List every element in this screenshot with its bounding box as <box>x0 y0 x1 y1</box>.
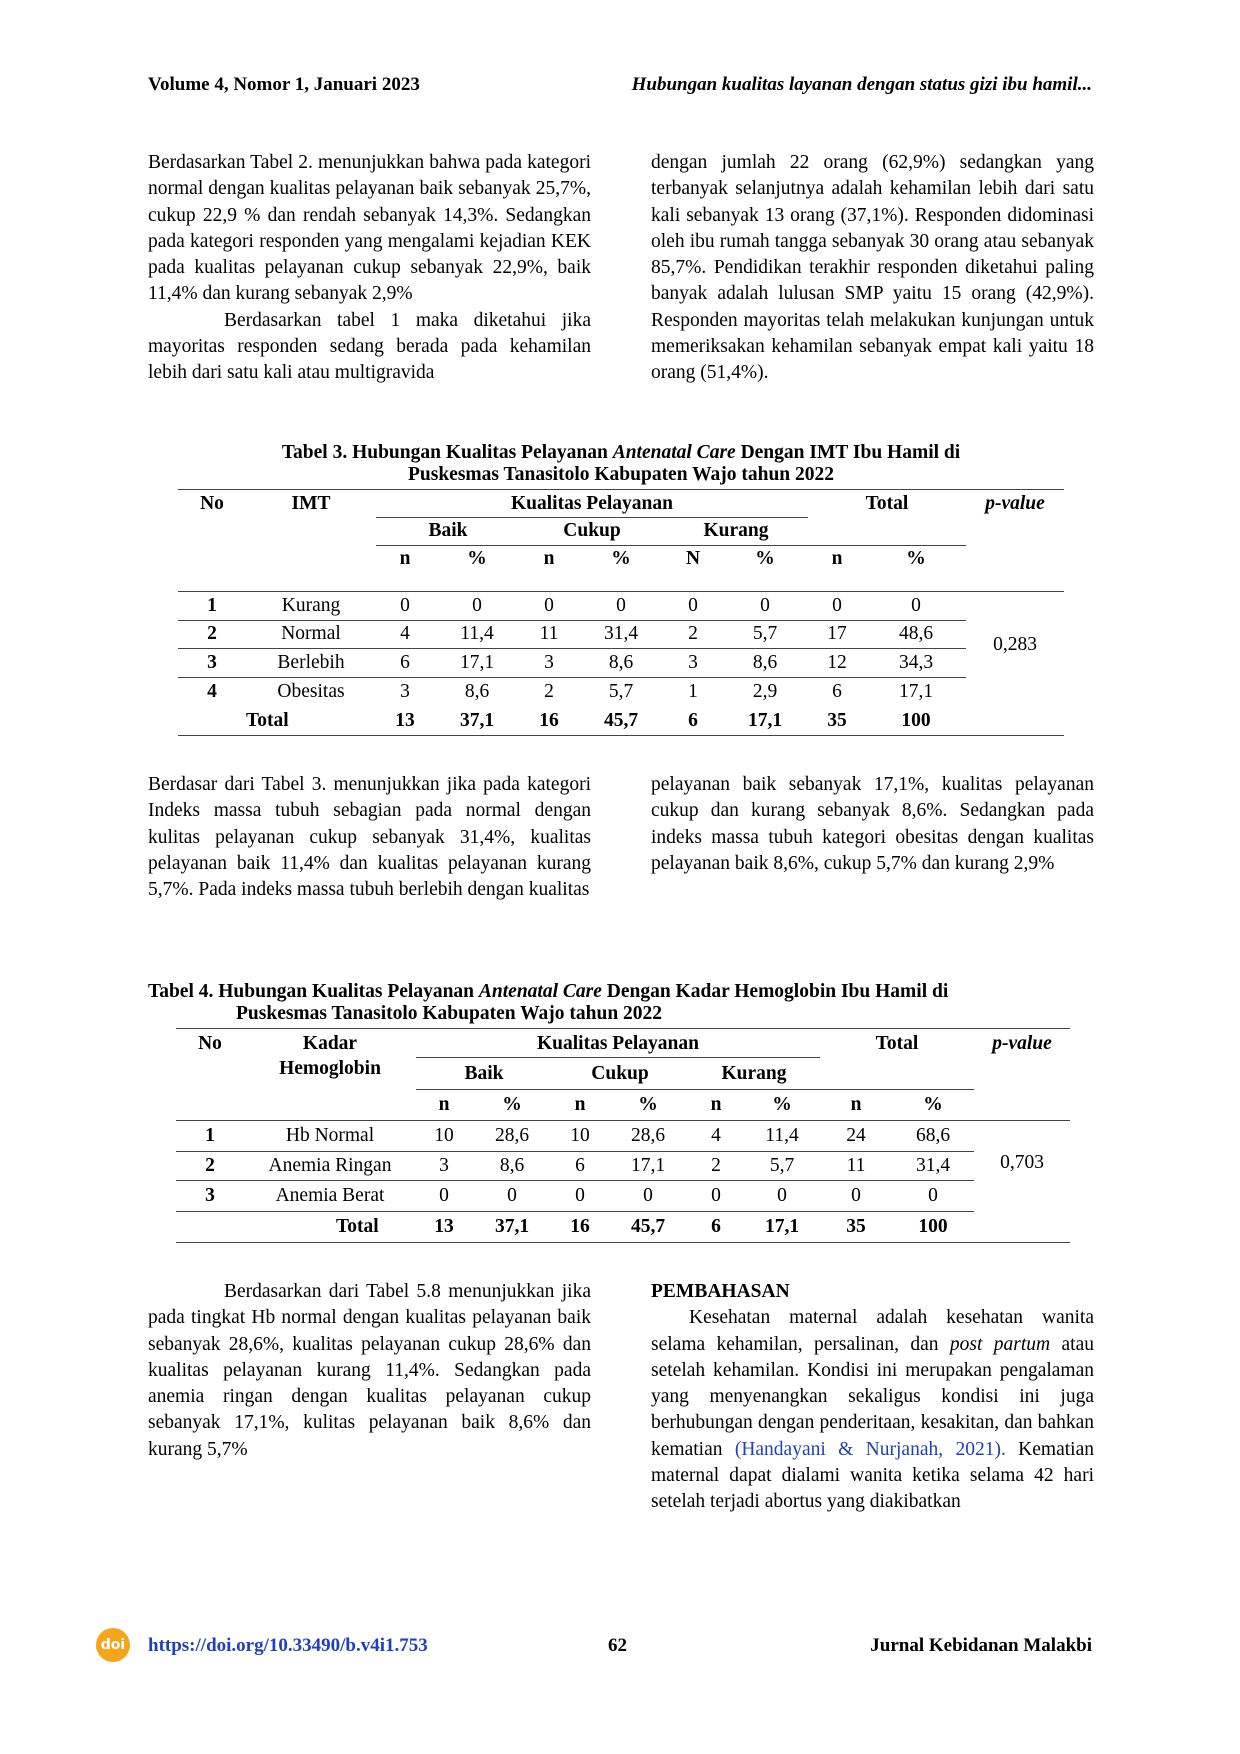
doi-icon: doi <box>96 1628 130 1662</box>
table3-sub: % <box>755 548 775 569</box>
table4-header-no: No <box>198 1032 222 1054</box>
doi-link[interactable]: https://doi.org/10.33490/b.v4i1.753 <box>148 1635 428 1656</box>
table4-sub: % <box>638 1093 658 1115</box>
table3-sub: % <box>906 548 926 569</box>
table3-sub: N <box>685 548 701 569</box>
table4 <box>176 1029 1070 1242</box>
table-row: 3 Berlebih 6 17,1 3 8,6 3 8,6 12 34,3 <box>207 651 934 673</box>
table4-sub: n <box>850 1093 862 1115</box>
table3-caption: Tabel 3. Hubungan Kualitas Pelayanan Antenatal Care Dengan IMT Ibu Hamil di Puskesmas Tanasitolo Kabupaten Wajo tahun 2022 <box>281 442 961 485</box>
table3-header-kurang: Kurang <box>703 520 769 541</box>
table-total-row: Total 13 37,1 16 45,7 6 17,1 35 100 <box>246 709 931 731</box>
table3-header-total: Total <box>865 492 909 514</box>
table3-pvalue: 0,283 <box>993 633 1037 655</box>
table-row: 1 Kurang 0 0 0 0 0 0 0 0 0,283 <box>178 591 1064 620</box>
table3-header-pvalue: p-value <box>985 492 1045 514</box>
table4-sub: n <box>438 1093 450 1115</box>
table3-sub: n <box>543 548 555 569</box>
intro-left-column <box>148 150 591 387</box>
table4-header-kadar: Kadar <box>302 1032 358 1054</box>
running-header-volume: Volume 4, Nomor 1, Januari 2023 <box>148 74 420 95</box>
table3-header-imt: IMT <box>291 492 331 514</box>
table-row: 2 Anemia Ringan 3 8,6 6 17,1 2 5,7 11 31,4 <box>205 1154 951 1176</box>
table-row: 1 Hb Normal 10 28,6 10 28,6 4 11,4 24 68,6 0,703 <box>176 1120 1070 1151</box>
intro-paragraph-1: Berdasarkan Tabel 2. menunjukkan bahwa pada kategori normal dengan kualitas pelayanan baik sebanyak 25,7%, cukup 22,9 % dan rendah sebanyak 14,3%. Sedangkan pada kategori responden yang mengalami kejadian KEK pada kualitas pelayanan cukup sebanyak 22,9%, baik 11,4% dan kurang sebanyak 2,9% <box>148 152 591 305</box>
table4-sub: % <box>502 1093 522 1115</box>
intro-right-paragraph: dengan jumlah 22 orang (62,9%) sedangkan yang terbanyak selanjutnya adalah kehamilan lebih dari satu kali sebanyak 13 orang (37,1%). Responden didominasi oleh ibu rumah tangga sebanyak 30 orang atau sebanyak 85,7%. Pendidikan terakhir responden diketahui paling banyak adalah lulusan SMP yaitu 15 orang (42,9%). Responden mayoritas telah melakukan kunjungan untuk memeriksakan kehamilan sebanyak empat kali yaitu 18 orang (51,4%). <box>651 152 1094 384</box>
journal-name: Jurnal Kebidanan Malakbi <box>870 1635 1092 1656</box>
section-heading: PEMBAHASAN <box>651 1281 790 1302</box>
table4-sub: % <box>923 1093 943 1115</box>
pembahasan-section <box>651 1279 1094 1516</box>
table4-header-kurang: Kurang <box>721 1062 787 1084</box>
table4-sub: n <box>710 1093 722 1115</box>
table4-header-baik: Baik <box>464 1062 504 1084</box>
table4-sub: % <box>772 1093 792 1115</box>
table4-header-cukup: Cukup <box>591 1062 649 1084</box>
table3-sub: n <box>831 548 843 569</box>
table3-rule-bottom <box>178 735 1064 736</box>
table3-sub: % <box>467 548 487 569</box>
table4-sub: n <box>574 1093 586 1115</box>
table4-pvalue: 0,703 <box>1000 1151 1044 1173</box>
table-row: 2 Normal 4 11,4 11 31,4 2 5,7 17 48,6 <box>207 623 934 644</box>
table3-sub: n <box>399 548 411 569</box>
table3-discussion-right: pelayanan baik sebanyak 17,1%, kualitas pelayanan cukup dan kurang sebanyak 8,6%. Sedangkan pada indeks massa tubuh kategori obesitas dengan kualitas pelayanan baik 8,6%, cukup 5,7% dan kurang 2,9% <box>651 774 1094 874</box>
table-row: 3 Anemia Berat 0 0 0 0 0 0 0 0 <box>205 1184 938 1206</box>
table4-caption: Tabel 4. Hubungan Kualitas Pelayanan Antenatal Care Dengan Kadar Hemoglobin Ibu Hamil di Puskesmas Tanasitolo Kabupaten Wajo tahun 2022 <box>148 981 949 1024</box>
running-header-title: Hubungan kualitas layanan dengan status gizi ibu hamil... <box>631 74 1092 95</box>
table4-discussion: Berdasarkan dari Tabel 5.8 menunjukkan jika pada tingkat Hb normal dengan kualitas pelayanan baik sebanyak 28,6%, kualitas pelayanan cukup 28,6% dan kualitas pelayanan kurang 11,4%. Sedangkan pada anemia ringan dengan kualitas pelayanan cukup sebanyak 17,1%, kulitas pelayanan baik 8,6% dan kurang 5,7% <box>148 1281 591 1460</box>
page-number: 62 <box>608 1635 627 1656</box>
intro-paragraph-2: Berdasarkan tabel 1 maka diketahui jika mayoritas responden sedang berada pada kehamilan lebih dari satu kali atau multigravida <box>148 309 591 384</box>
table3 <box>178 490 1064 735</box>
table3-sub: % <box>611 548 631 569</box>
table4-header-group: Kualitas Pelayanan <box>537 1032 699 1054</box>
citation-link[interactable]: (Handayani & Nurjanah, 2021). <box>734 1438 1006 1460</box>
table3-header-baik: Baik <box>428 520 468 541</box>
pembahasan-paragraph: Kesehatan maternal adalah kesehatan wanita selama kehamilan, persalinan, dan post partum atau setelah kehamilan. Kondisi ini merupakan pengalaman yang menyenangkan sekaligus kondisi ini juga berhubungan dengan penderitaan, kesakitan, dan bahkan kematian (Handayani & Nurjanah, 2021). Kematian maternal dapat dialami wanita ketika selama 42 hari setelah terjadi abortus yang diakibatkan <box>651 1307 1094 1513</box>
table4-rule-bottom <box>176 1242 1070 1243</box>
intro-right-column <box>651 150 1094 387</box>
table4-header-pvalue: p-value <box>992 1032 1052 1054</box>
table3-discussion-left: Berdasar dari Tabel 3. menunjukkan jika pada kategori Indeks massa tubuh sebagian pada normal dengan kulitas pelayanan cukup sebanyak 31,4%, kualitas pelayanan baik 11,4% dan kualitas pelayanan kurang 5,7%. Pada indeks massa tubuh berlebih dengan kualitas <box>148 774 591 901</box>
table3-header-group: Kualitas Pelayanan <box>511 492 673 514</box>
table3-header-cukup: Cukup <box>563 520 621 541</box>
table-row: 4 Obesitas 3 8,6 2 5,7 1 2,9 6 17,1 <box>207 680 934 702</box>
table3-header-no: No <box>200 492 224 514</box>
table4-header-hemoglobin: Hemoglobin <box>279 1058 381 1079</box>
table4-header-total: Total <box>875 1032 919 1054</box>
table-total-row: Total 13 37,1 16 45,7 6 17,1 35 100 <box>336 1215 948 1237</box>
